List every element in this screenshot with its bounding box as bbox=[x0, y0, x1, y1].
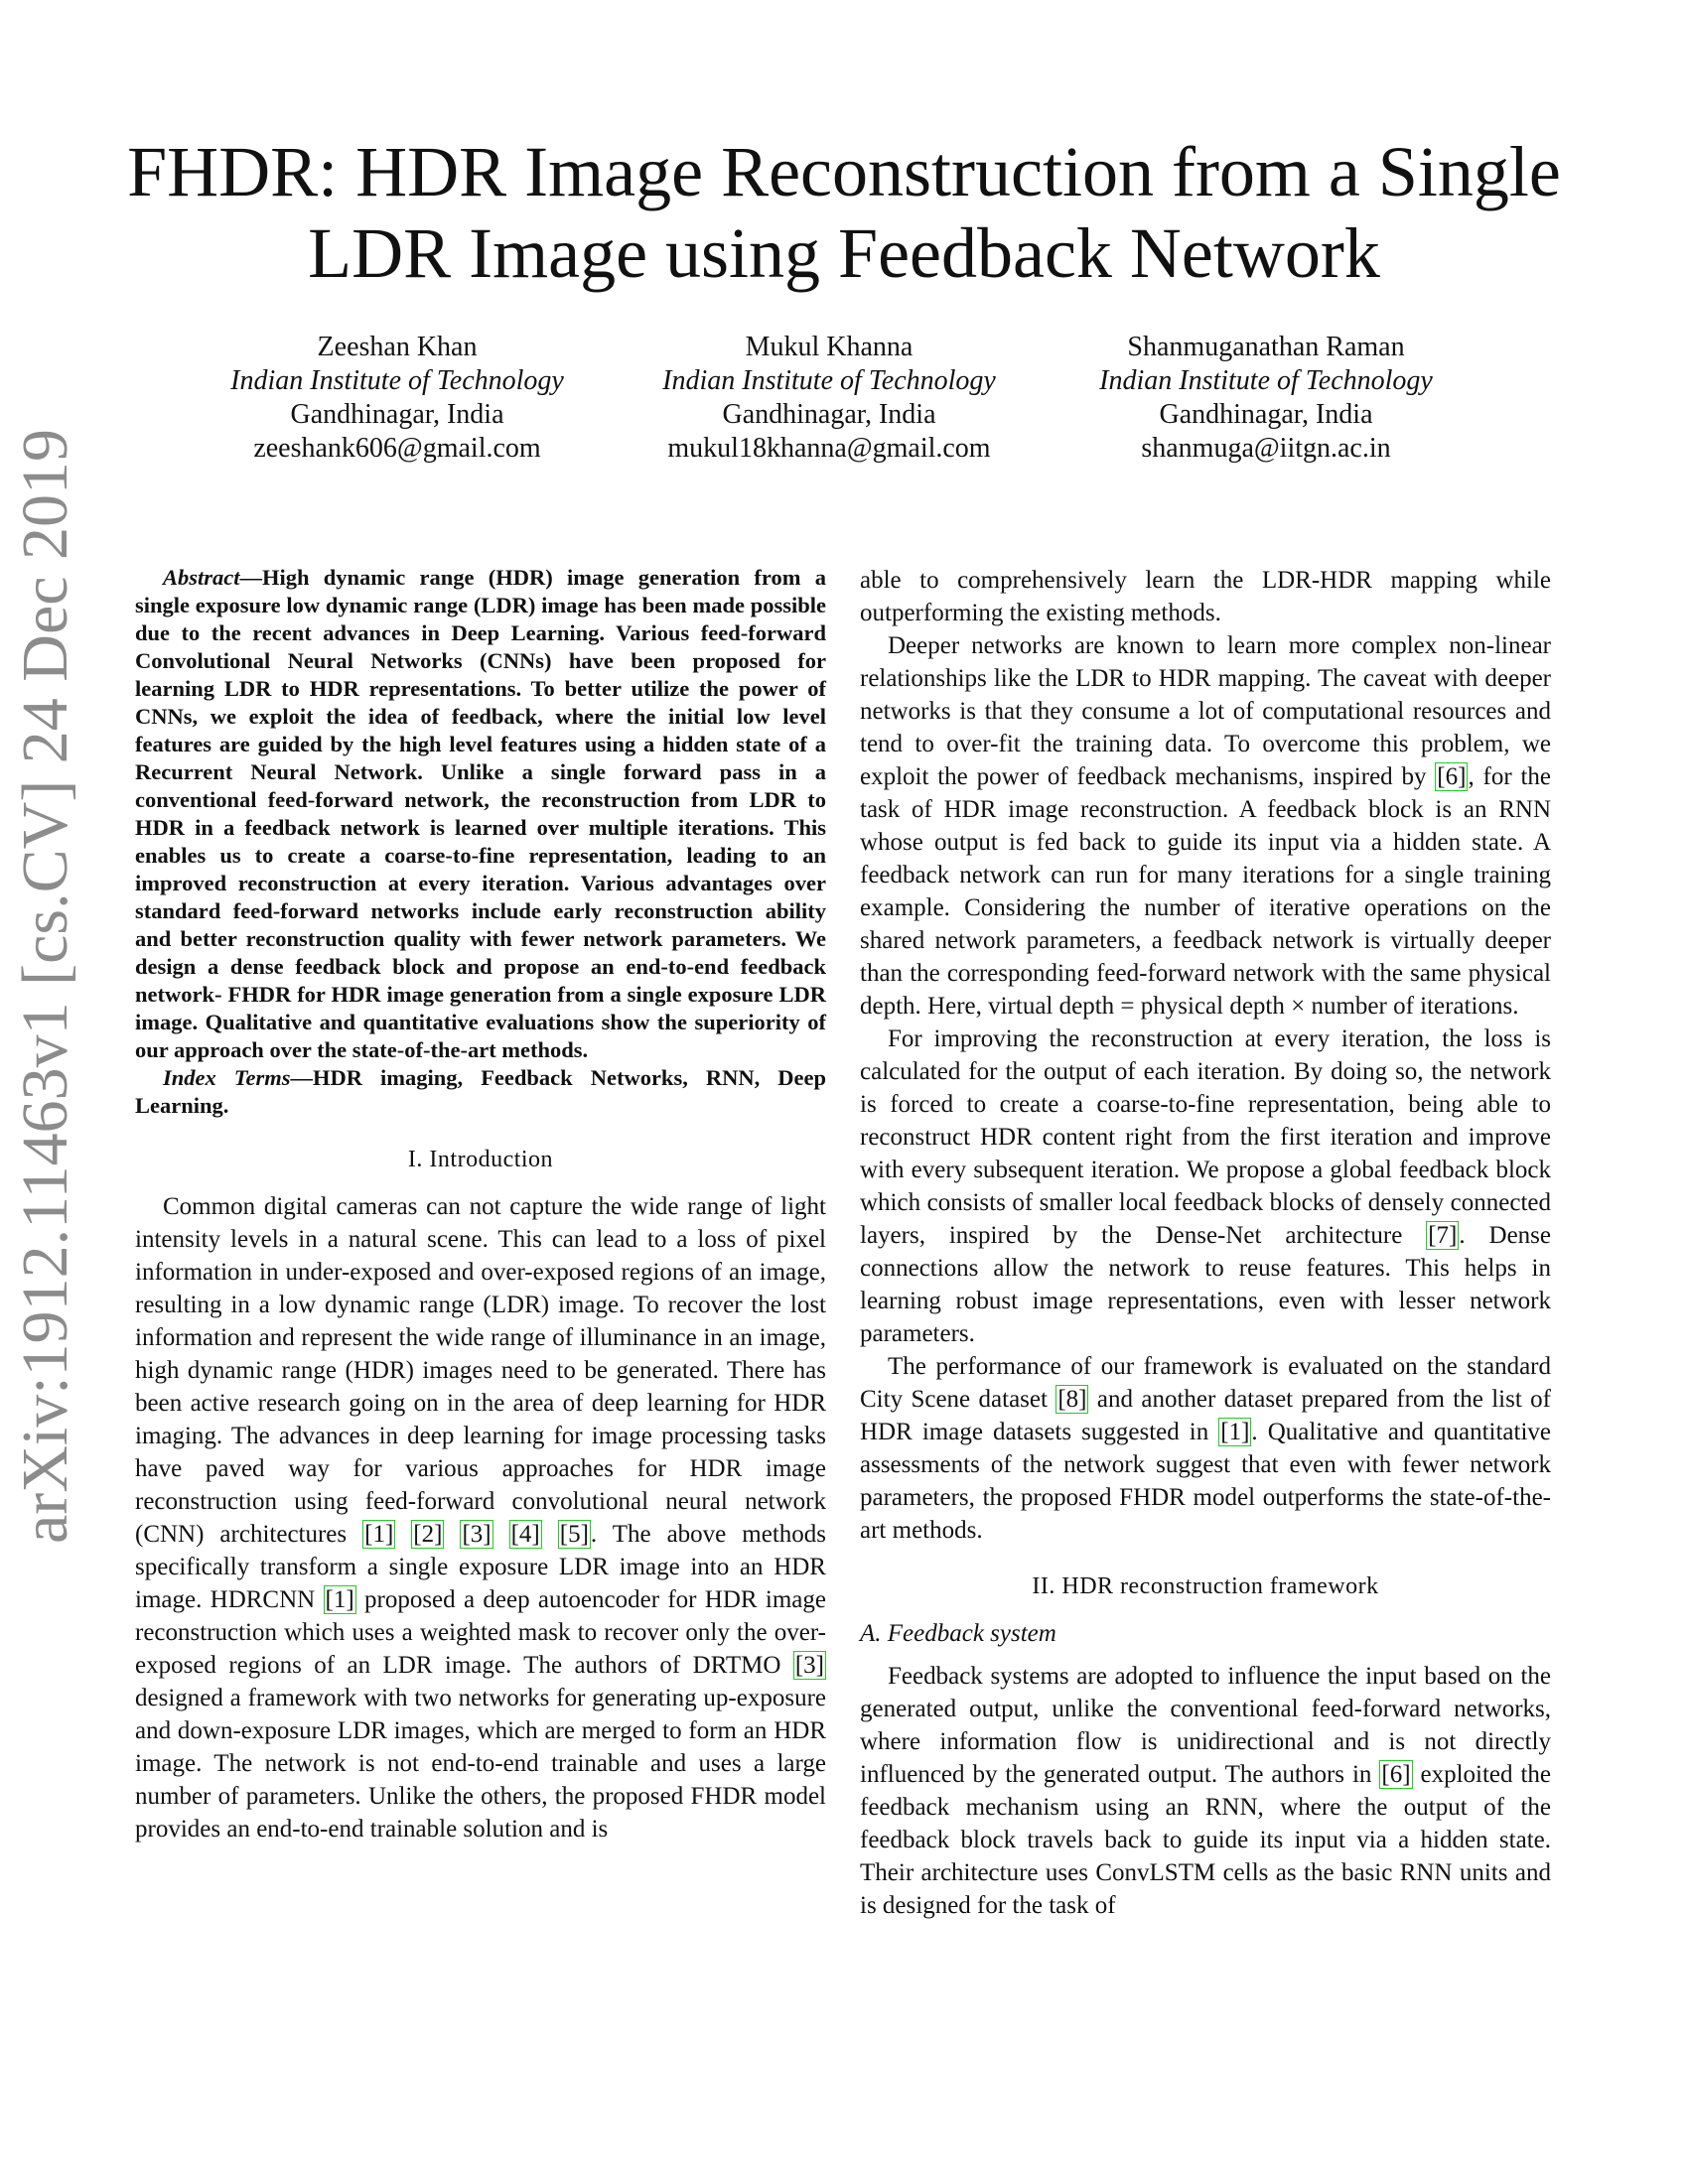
title-line-1: FHDR: HDR Image Reconstruction from a Single bbox=[127, 132, 1561, 211]
citation-link[interactable]: [1] bbox=[1220, 1419, 1250, 1445]
author-name: Shanmuganathan Raman bbox=[1127, 332, 1405, 362]
text-run: For improving the reconstruction at every iteration, the loss is calculated for the output of each iteration. By doing so, the network is forced to create a coarse-to-fine representation, being able to reconstruct HDR content right from the first iteration and improve with every subsequent iteration. We propose a global feedback block which consists of smaller local feedback blocks of densely connected layers, inspired by the Dense-Net architecture bbox=[860, 1025, 1551, 1249]
intro-paragraph-1-continued: able to comprehensively learn the LDR-HDR mapping while outperforming the existing methods. bbox=[860, 567, 1551, 626]
author-3 bbox=[1048, 331, 1484, 466]
author-2 bbox=[611, 331, 1048, 466]
citation-link[interactable]: [3] bbox=[794, 1652, 824, 1679]
citation-link[interactable]: [1] bbox=[325, 1586, 354, 1613]
section-heading-framework: II. HDR reconstruction framework bbox=[1032, 1573, 1379, 1599]
author-1 bbox=[179, 331, 616, 466]
author-email[interactable]: mukul18khanna@gmail.com bbox=[667, 433, 991, 464]
paper-title bbox=[119, 131, 1569, 294]
text-run: . Dense connections allow the network to reuse features. This helps in learning robust image representations, even with lesser network parameters. bbox=[860, 1222, 1551, 1347]
author-block bbox=[0, 331, 1688, 479]
author-affiliation: Indian Institute of Technology bbox=[662, 365, 996, 396]
author-email[interactable]: shanmuga@iitgn.ac.in bbox=[1141, 433, 1391, 464]
author-affiliation: Indian Institute of Technology bbox=[230, 365, 564, 396]
author-email[interactable]: zeeshank606@gmail.com bbox=[253, 433, 541, 464]
text-run: proposed a deep autoencoder for HDR image reconstruction which uses a weighted mask to recover only the over-exposed regions of an LDR image. The authors of DRTMO bbox=[135, 1586, 826, 1679]
intro-paragraph-3 bbox=[860, 1023, 1551, 1350]
text-run: Feedback systems are adopted to influence the input based on the generated output, unlike the conventional feed-forward networks, where information flow is unidirectional and is not directly influenced by the generated output. The authors in bbox=[860, 1663, 1551, 1788]
right-column bbox=[860, 564, 1551, 1922]
citation-link[interactable]: [3] bbox=[462, 1521, 492, 1548]
text-run: exploited the feedback mechanism using an RNN, where the output of the feedback block travels back to guide its input via a hidden state. Their architecture uses ConvLSTM cells as the basic RNN units and is designed for the task of bbox=[860, 1761, 1551, 1919]
citation-link[interactable]: [4] bbox=[510, 1521, 540, 1548]
index-terms-label: Index Terms bbox=[163, 1065, 291, 1090]
left-column bbox=[135, 564, 826, 1845]
author-name: Zeeshan Khan bbox=[317, 332, 478, 362]
abstract bbox=[135, 564, 826, 1064]
citation-link[interactable]: [6] bbox=[1437, 763, 1467, 790]
intro-paragraph-4 bbox=[860, 1350, 1551, 1547]
arxiv-identifier[interactable]: arXiv:1912.11463v1 [cs.CV] 24 Dec 2019 bbox=[9, 428, 81, 1544]
citation-link[interactable]: [7] bbox=[1428, 1222, 1458, 1249]
feedback-paragraph-1 bbox=[860, 1660, 1551, 1922]
text-run: designed a framework with two networks for generating up-exposure and down-exposure LDR images, which are merged to form an HDR image. The network is not end-to-end trainable and uses a large number of parameters. Unlike the others, the proposed FHDR model provides an end-to-end trainable solution and is bbox=[135, 1685, 826, 1843]
author-location: Gandhinagar, India bbox=[1159, 399, 1373, 430]
text-run: Deeper networks are known to learn more complex non-linear relationships like the LDR to HDR mapping. The caveat with deeper networks is that they consume a lot of computational resources and tend to over-fit the training data. To overcome this problem, we exploit the power of feedback mechanisms, inspired by bbox=[860, 632, 1551, 790]
text-run: . The above methods specifically transform a single exposure LDR image into an HDR image. HDRCNN bbox=[135, 1521, 826, 1613]
author-location: Gandhinagar, India bbox=[290, 399, 504, 430]
author-affiliation: Indian Institute of Technology bbox=[1099, 365, 1433, 396]
text-run: Common digital cameras can not capture the wide range of light intensity levels in a natural scene. This can lead to a loss of pixel information in under-exposed and over-exposed regions of an image, resulting in a low dynamic range (LDR) image. To recover the lost information and represent the wide range of illuminance in an image, high dynamic range (HDR) images need to be generated. There has been active research going on in the area of deep learning for HDR imaging. The advances in deep learning for image processing tasks have paved way for various approaches for HDR image reconstruction using feed-forward convolutional neural network (CNN) architectures bbox=[135, 1193, 826, 1548]
citation-link[interactable]: [1] bbox=[364, 1521, 394, 1548]
index-terms bbox=[135, 1064, 826, 1120]
index-terms-text: —HDR imaging, Feedback Networks, RNN, Deep Learning. bbox=[135, 1065, 827, 1118]
section-heading-introduction: I. Introduction bbox=[407, 1147, 554, 1172]
abstract-text: —High dynamic range (HDR) image generation from a single exposure low dynamic range (LDR) image has been made possible due to the recent advances in Deep Learning. Various feed-forward Convolutional Neural Networks (CNNs) have been proposed for learning LDR to HDR representations. To better utilize the power of CNNs, we exploit the idea of feedback, where the initial low level features are guided by the high level features using a hidden state of a Recurrent Neural Network. Unlike a single forward pass in a conventional feed-forward network, the reconstruction from LDR to HDR in a feedback network is learned over multiple iterations. This enables us to create a coarse-to-fine representation, leading to an improved reconstruction at every iteration. Various advantages over standard feed-forward networks include early reconstruction ability and better reconstruction quality with fewer network parameters. We design a dense feedback block and propose an end-to-end feedback network- FHDR for HDR image generation from a single exposure LDR image. Qualitative and quantitative evaluations show the superiority of our approach over the state-of-the-art methods. bbox=[135, 565, 826, 1062]
intro-paragraph-2 bbox=[860, 629, 1551, 1023]
text-run: The performance of our framework is evaluated on the standard City Scene dataset bbox=[860, 1353, 1551, 1413]
citation-link[interactable]: [2] bbox=[413, 1521, 443, 1548]
title-line-2: LDR Image using Feedback Network bbox=[308, 213, 1380, 293]
text-run: , for the task of HDR image reconstruction. A feedback block is an RNN whose output is fed back to guide its input via a hidden state. A feedback network can run for many iterations for a single training example. Considering the number of iterative operations on the shared network parameters, a feedback network is virtually deeper than the corresponding feed-forward network with the same physical depth. Here, virtual depth = physical depth × number of iterations. bbox=[860, 763, 1551, 1020]
text-run: and another dataset prepared from the list of HDR image datasets suggested in bbox=[860, 1386, 1552, 1445]
author-location: Gandhinagar, India bbox=[722, 399, 936, 430]
citation-link[interactable]: [6] bbox=[1381, 1761, 1411, 1788]
intro-paragraph-1 bbox=[135, 1190, 826, 1845]
abstract-label: Abstract bbox=[163, 565, 240, 590]
text-run: . Qualitative and quantitative assessments of the network suggest that even with fewer network parameters, the proposed FHDR model outperforms the state-of-the-art methods. bbox=[860, 1419, 1551, 1544]
author-name: Mukul Khanna bbox=[745, 332, 914, 362]
citation-link[interactable]: [5] bbox=[559, 1521, 589, 1548]
citation-link[interactable]: [8] bbox=[1057, 1386, 1087, 1413]
subsection-heading-feedback: A. Feedback system bbox=[860, 1620, 1056, 1647]
